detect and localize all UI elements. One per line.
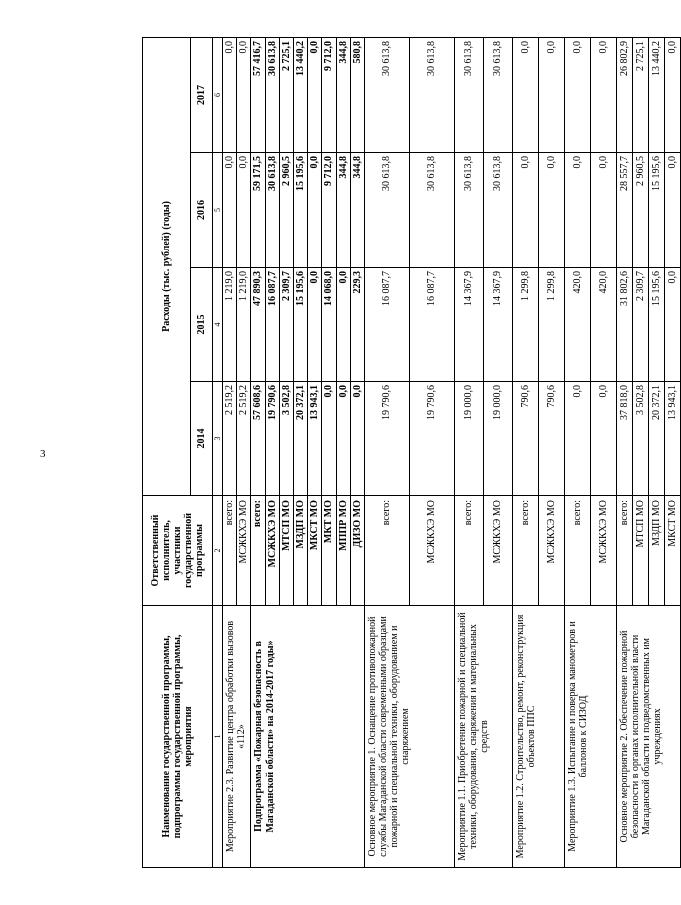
value-cell: 0,0 <box>336 382 350 496</box>
executor-cell: всего: <box>223 496 237 606</box>
value-cell: 30 613,8 <box>454 153 483 268</box>
value-cell: 30 613,8 <box>364 153 409 268</box>
value-cell: 0,0 <box>664 37 680 152</box>
value-cell: 20 372,1 <box>293 382 307 496</box>
executor-cell: МКСТ МО <box>308 496 322 606</box>
value-cell: 0,0 <box>564 37 590 152</box>
column-number: 3 <box>213 382 223 496</box>
value-cell: 47 890,3 <box>251 268 265 382</box>
value-cell: 13 943,1 <box>308 382 322 496</box>
table-row <box>251 37 265 867</box>
value-cell: 9 712,0 <box>322 37 336 152</box>
executor-cell: всего: <box>512 496 538 606</box>
value-cell: 2 725,1 <box>279 37 293 152</box>
executor-cell: всего: <box>454 496 483 606</box>
value-cell: 3 502,8 <box>279 382 293 496</box>
executor-cell: МППР МО <box>336 496 350 606</box>
executor-cell: МСЖКХЭ МО <box>538 496 564 606</box>
header-name: Наименование государственной программы, подпрограммы государственной программы, мероприятия <box>143 606 213 868</box>
value-cell: 57 608,6 <box>251 382 265 496</box>
table-row <box>564 37 590 867</box>
value-cell: 30 613,8 <box>454 37 483 152</box>
value-cell: 0,0 <box>322 382 336 496</box>
value-cell: 344,8 <box>336 153 350 268</box>
row-title: Мероприятие 1.2. Строительство, ремонт, реконструкция объектов ППС <box>512 606 564 868</box>
value-cell: 9 712,0 <box>322 153 336 268</box>
executor-cell: МСЖКХЭ МО <box>590 496 616 606</box>
value-cell: 0,0 <box>538 153 564 268</box>
value-cell: 420,0 <box>590 268 616 382</box>
header-expenses: Расходы (тыс. рублей) (годы) <box>143 37 191 495</box>
value-cell: 0,0 <box>308 268 322 382</box>
value-cell: 15 195,6 <box>648 268 664 382</box>
value-cell: 1 219,0 <box>237 268 251 382</box>
value-cell: 0,0 <box>308 153 322 268</box>
value-cell: 30 613,8 <box>483 153 512 268</box>
value-cell: 0,0 <box>590 382 616 496</box>
page-number: 3 <box>40 448 46 460</box>
value-cell: 0,0 <box>308 37 322 152</box>
value-cell: 13 943,1 <box>664 382 680 496</box>
value-cell: 580,8 <box>350 37 364 152</box>
column-number: 4 <box>213 268 223 382</box>
column-number: 6 <box>213 37 223 152</box>
value-cell: 37 818,0 <box>616 382 632 496</box>
executor-cell: МСЖКХЭ МО <box>409 496 454 606</box>
value-cell: 2 960,5 <box>632 153 648 268</box>
header-year: 2014 <box>191 382 213 496</box>
column-number: 5 <box>213 153 223 268</box>
table-body <box>223 37 681 867</box>
executor-cell: МСЖКХЭ МО <box>237 496 251 606</box>
value-cell: 0,0 <box>512 37 538 152</box>
header-executor: Ответственный исполнитель, участники государственной программы <box>143 496 213 606</box>
value-cell: 30 613,8 <box>409 37 454 152</box>
value-cell: 0,0 <box>590 153 616 268</box>
value-cell: 0,0 <box>664 153 680 268</box>
value-cell: 57 416,7 <box>251 37 265 152</box>
value-cell: 16 087,7 <box>265 268 279 382</box>
value-cell: 0,0 <box>237 37 251 152</box>
executor-cell: ДИЗО МО <box>350 496 364 606</box>
value-cell: 0,0 <box>512 153 538 268</box>
value-cell: 30 613,8 <box>265 37 279 152</box>
value-cell: 59 171,5 <box>251 153 265 268</box>
value-cell: 2 519,2 <box>223 382 237 496</box>
executor-cell: всего: <box>251 496 265 606</box>
value-cell: 19 790,6 <box>364 382 409 496</box>
value-cell: 30 613,8 <box>364 37 409 152</box>
table-row <box>364 37 409 867</box>
executor-cell: МКСТ МО <box>664 496 680 606</box>
value-cell: 344,8 <box>350 153 364 268</box>
value-cell: 31 802,6 <box>616 268 632 382</box>
value-cell: 14 367,9 <box>483 268 512 382</box>
value-cell: 0,0 <box>237 153 251 268</box>
value-cell: 19 790,6 <box>409 382 454 496</box>
table-row <box>454 37 483 867</box>
row-title: Подпрограмма «Пожарная безопасность в Магаданской области» на 2014-2017 годы» <box>251 606 365 868</box>
header-year: 2015 <box>191 268 213 382</box>
value-cell: 19 000,0 <box>454 382 483 496</box>
value-cell: 13 440,2 <box>293 37 307 152</box>
executor-cell: МТСП МО <box>632 496 648 606</box>
value-cell: 0,0 <box>350 382 364 496</box>
value-cell: 28 557,7 <box>616 153 632 268</box>
value-cell: 15 195,6 <box>293 153 307 268</box>
rotated-page <box>142 38 678 868</box>
value-cell: 16 087,7 <box>364 268 409 382</box>
value-cell: 0,0 <box>538 37 564 152</box>
value-cell: 14 367,9 <box>454 268 483 382</box>
value-cell: 19 000,0 <box>483 382 512 496</box>
executor-cell: всего: <box>364 496 409 606</box>
value-cell: 229,3 <box>350 268 364 382</box>
value-cell: 2 519,2 <box>237 382 251 496</box>
executor-cell: всего: <box>616 496 632 606</box>
column-number: 1 <box>213 606 223 868</box>
row-title: Мероприятие 2.3. Развитие центра обработки вызовов «112» <box>223 606 251 868</box>
executor-cell: МЗДП МО <box>293 496 307 606</box>
value-cell: 14 068,0 <box>322 268 336 382</box>
row-title: Основное мероприятие 1. Оснащение противопожарной службы Магаданской области современными образцами пожарной и специальной техники, оборудованием и снаряжением <box>364 606 454 868</box>
table-row <box>616 37 632 867</box>
row-title: Основное мероприятие 2. Обеспечение пожарной безопасности в органах исполнительной власти Магаданской области и подведомственных им учреждениях <box>616 606 680 868</box>
row-title: Мероприятие 1.1. Приобретение пожарной и специальной техники, оборудования, снаряжения и материальных средств <box>454 606 512 868</box>
value-cell: 1 219,0 <box>223 268 237 382</box>
value-cell: 1 299,8 <box>538 268 564 382</box>
value-cell: 2 309,7 <box>632 268 648 382</box>
executor-cell: МЗДП МО <box>648 496 664 606</box>
table-row <box>223 37 237 867</box>
value-cell: 19 790,6 <box>265 382 279 496</box>
value-cell: 15 195,6 <box>648 153 664 268</box>
value-cell: 2 725,1 <box>632 37 648 152</box>
value-cell: 0,0 <box>664 268 680 382</box>
header-year: 2016 <box>191 153 213 268</box>
column-number: 2 <box>213 496 223 606</box>
value-cell: 2 960,5 <box>279 153 293 268</box>
executor-cell: МКТ МО <box>322 496 336 606</box>
value-cell: 30 613,8 <box>483 37 512 152</box>
executor-cell: МСЖКХЭ МО <box>265 496 279 606</box>
value-cell: 790,6 <box>512 382 538 496</box>
value-cell: 0,0 <box>564 153 590 268</box>
executor-cell: всего: <box>564 496 590 606</box>
value-cell: 344,8 <box>336 37 350 152</box>
value-cell: 1 299,8 <box>512 268 538 382</box>
value-cell: 420,0 <box>564 268 590 382</box>
header-year: 2017 <box>191 37 213 152</box>
value-cell: 30 613,8 <box>409 153 454 268</box>
value-cell: 30 613,8 <box>265 153 279 268</box>
value-cell: 13 440,2 <box>648 37 664 152</box>
value-cell: 790,6 <box>538 382 564 496</box>
row-title: Мероприятие 1.3. Испытание и поверка манометров и баллонов к СИЗОД <box>564 606 616 868</box>
executor-cell: МСЖКХЭ МО <box>483 496 512 606</box>
value-cell: 16 087,7 <box>409 268 454 382</box>
value-cell: 0,0 <box>223 153 237 268</box>
value-cell: 0,0 <box>564 382 590 496</box>
executor-cell: МТСП МО <box>279 496 293 606</box>
value-cell: 15 195,6 <box>293 268 307 382</box>
value-cell: 0,0 <box>223 37 237 152</box>
value-cell: 0,0 <box>336 268 350 382</box>
value-cell: 20 372,1 <box>648 382 664 496</box>
value-cell: 26 802,9 <box>616 37 632 152</box>
expense-table <box>142 37 681 868</box>
value-cell: 3 502,8 <box>632 382 648 496</box>
table-row <box>512 37 538 867</box>
value-cell: 0,0 <box>590 37 616 152</box>
value-cell: 2 309,7 <box>279 268 293 382</box>
